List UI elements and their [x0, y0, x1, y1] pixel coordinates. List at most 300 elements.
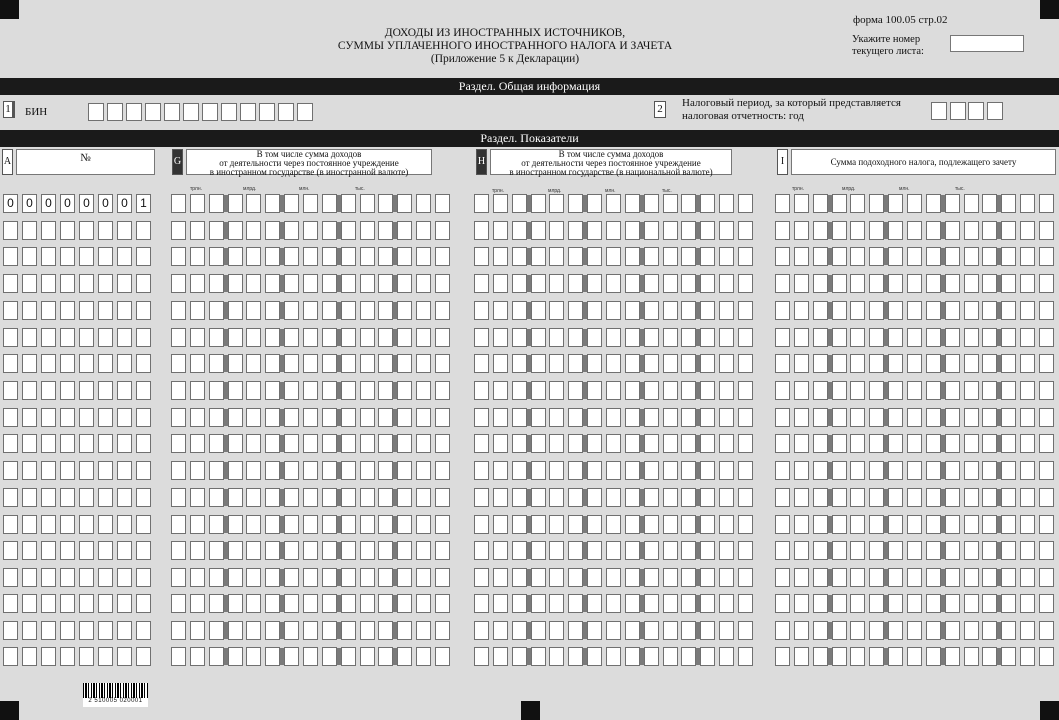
amount-h-cell[interactable]: [474, 354, 489, 373]
row-number-cell[interactable]: [3, 488, 18, 507]
amount-g-cell[interactable]: [397, 568, 412, 587]
amount-i-cell[interactable]: [926, 301, 941, 320]
amount-i-cell[interactable]: [850, 301, 865, 320]
amount-i-cell[interactable]: [775, 194, 790, 213]
row-number-cell[interactable]: [136, 247, 151, 266]
amount-g-cell[interactable]: [171, 354, 186, 373]
amount-h-cell[interactable]: [606, 568, 621, 587]
row-number-cell[interactable]: [117, 381, 132, 400]
amount-h-cell[interactable]: [606, 221, 621, 240]
row-number-cell[interactable]: [117, 461, 132, 480]
amount-i-cell[interactable]: [888, 621, 903, 640]
amount-h-cell[interactable]: [531, 647, 546, 666]
amount-g-cell[interactable]: [228, 381, 243, 400]
row-number-cell[interactable]: [136, 647, 151, 666]
amount-h-cell[interactable]: [681, 461, 696, 480]
amount-h-cell[interactable]: [719, 194, 734, 213]
amount-h-cell[interactable]: [738, 621, 753, 640]
amount-i-cell[interactable]: [1020, 194, 1035, 213]
row-number-cell[interactable]: [136, 408, 151, 427]
amount-i-cell[interactable]: [982, 647, 997, 666]
amount-h-cell[interactable]: [606, 247, 621, 266]
amount-h-cell[interactable]: [512, 381, 527, 400]
amount-g-cell[interactable]: [360, 221, 375, 240]
amount-g-cell[interactable]: [435, 247, 450, 266]
amount-g-cell[interactable]: [171, 515, 186, 534]
bin-digit-cell[interactable]: [145, 103, 161, 121]
amount-g-cell[interactable]: [360, 328, 375, 347]
amount-h-cell[interactable]: [587, 568, 602, 587]
row-number-cell[interactable]: [22, 621, 37, 640]
amount-i-cell[interactable]: [775, 274, 790, 293]
amount-i-cell[interactable]: [982, 594, 997, 613]
amount-i-cell[interactable]: [907, 647, 922, 666]
amount-i-cell[interactable]: [964, 328, 979, 347]
amount-h-cell[interactable]: [474, 221, 489, 240]
row-number-cell[interactable]: [41, 301, 56, 320]
amount-h-cell[interactable]: [681, 194, 696, 213]
amount-h-cell[interactable]: [606, 488, 621, 507]
bin-digit-cell[interactable]: [259, 103, 275, 121]
amount-i-cell[interactable]: [813, 647, 828, 666]
amount-i-cell[interactable]: [775, 515, 790, 534]
tax-year-digit-cell[interactable]: [931, 102, 947, 120]
amount-g-cell[interactable]: [378, 328, 393, 347]
amount-g-cell[interactable]: [171, 247, 186, 266]
amount-h-cell[interactable]: [568, 354, 583, 373]
row-number-cell[interactable]: [60, 408, 75, 427]
amount-i-cell[interactable]: [850, 461, 865, 480]
row-number-cell[interactable]: [98, 488, 113, 507]
amount-i-cell[interactable]: [1039, 354, 1054, 373]
row-number-cell[interactable]: [79, 247, 94, 266]
amount-g-cell[interactable]: [246, 488, 261, 507]
row-number-cell[interactable]: [22, 247, 37, 266]
amount-g-cell[interactable]: [416, 461, 431, 480]
amount-i-cell[interactable]: [964, 408, 979, 427]
amount-g-cell[interactable]: [171, 568, 186, 587]
amount-h-cell[interactable]: [512, 221, 527, 240]
amount-h-cell[interactable]: [700, 301, 715, 320]
amount-h-cell[interactable]: [700, 221, 715, 240]
amount-h-cell[interactable]: [493, 594, 508, 613]
amount-h-cell[interactable]: [719, 461, 734, 480]
amount-g-cell[interactable]: [303, 488, 318, 507]
row-number-cell[interactable]: [41, 434, 56, 453]
amount-i-cell[interactable]: [926, 568, 941, 587]
row-number-cell[interactable]: [41, 541, 56, 560]
amount-g-cell[interactable]: [284, 328, 299, 347]
amount-g-cell[interactable]: [435, 328, 450, 347]
amount-g-cell[interactable]: [265, 515, 280, 534]
amount-g-cell[interactable]: [284, 594, 299, 613]
amount-g-cell[interactable]: [303, 194, 318, 213]
amount-h-cell[interactable]: [719, 274, 734, 293]
amount-g-cell[interactable]: [190, 221, 205, 240]
amount-g-cell[interactable]: [171, 647, 186, 666]
amount-h-cell[interactable]: [531, 381, 546, 400]
amount-h-cell[interactable]: [738, 381, 753, 400]
row-number-cell[interactable]: [60, 568, 75, 587]
amount-g-cell[interactable]: [397, 221, 412, 240]
amount-g-cell[interactable]: [228, 194, 243, 213]
amount-h-cell[interactable]: [512, 568, 527, 587]
amount-h-cell[interactable]: [738, 541, 753, 560]
amount-h-cell[interactable]: [625, 461, 640, 480]
amount-i-cell[interactable]: [926, 408, 941, 427]
amount-g-cell[interactable]: [190, 381, 205, 400]
amount-i-cell[interactable]: [850, 647, 865, 666]
amount-i-cell[interactable]: [813, 381, 828, 400]
row-number-cell[interactable]: [3, 247, 18, 266]
amount-g-cell[interactable]: [228, 408, 243, 427]
amount-h-cell[interactable]: [663, 194, 678, 213]
amount-g-cell[interactable]: [360, 408, 375, 427]
amount-h-cell[interactable]: [663, 274, 678, 293]
amount-g-cell[interactable]: [265, 247, 280, 266]
bin-digit-cell[interactable]: [107, 103, 123, 121]
amount-g-cell[interactable]: [190, 594, 205, 613]
amount-g-cell[interactable]: [228, 221, 243, 240]
amount-h-cell[interactable]: [681, 515, 696, 534]
amount-h-cell[interactable]: [738, 354, 753, 373]
row-number-cell[interactable]: [41, 488, 56, 507]
bin-digit-cell[interactable]: [297, 103, 313, 121]
amount-h-cell[interactable]: [625, 301, 640, 320]
amount-h-cell[interactable]: [606, 461, 621, 480]
amount-i-cell[interactable]: [775, 461, 790, 480]
amount-i-cell[interactable]: [850, 434, 865, 453]
amount-h-cell[interactable]: [663, 594, 678, 613]
tax-year-digit-cell[interactable]: [950, 102, 966, 120]
amount-g-cell[interactable]: [171, 381, 186, 400]
amount-g-cell[interactable]: [171, 221, 186, 240]
amount-i-cell[interactable]: [907, 434, 922, 453]
amount-i-cell[interactable]: [1020, 408, 1035, 427]
amount-h-cell[interactable]: [700, 488, 715, 507]
amount-i-cell[interactable]: [926, 515, 941, 534]
row-number-cell[interactable]: [22, 221, 37, 240]
amount-g-cell[interactable]: [322, 274, 337, 293]
amount-i-cell[interactable]: [907, 488, 922, 507]
amount-h-cell[interactable]: [531, 301, 546, 320]
amount-i-cell[interactable]: [832, 194, 847, 213]
row-number-cell[interactable]: [98, 221, 113, 240]
amount-i-cell[interactable]: [945, 515, 960, 534]
amount-i-cell[interactable]: [907, 461, 922, 480]
row-number-cell[interactable]: [3, 541, 18, 560]
amount-g-cell[interactable]: [284, 434, 299, 453]
amount-h-cell[interactable]: [663, 541, 678, 560]
amount-g-cell[interactable]: [341, 594, 356, 613]
amount-g-cell[interactable]: [435, 221, 450, 240]
amount-h-cell[interactable]: [644, 328, 659, 347]
amount-h-cell[interactable]: [606, 408, 621, 427]
bin-digit-cell[interactable]: [240, 103, 256, 121]
amount-h-cell[interactable]: [512, 621, 527, 640]
amount-h-cell[interactable]: [663, 621, 678, 640]
amount-i-cell[interactable]: [945, 247, 960, 266]
amount-h-cell[interactable]: [663, 301, 678, 320]
row-number-cell[interactable]: [60, 221, 75, 240]
amount-i-cell[interactable]: [888, 354, 903, 373]
amount-g-cell[interactable]: [246, 515, 261, 534]
amount-h-cell[interactable]: [512, 194, 527, 213]
amount-g-cell[interactable]: [171, 461, 186, 480]
amount-h-cell[interactable]: [549, 568, 564, 587]
amount-i-cell[interactable]: [1020, 541, 1035, 560]
row-number-cell[interactable]: [3, 328, 18, 347]
row-number-cell[interactable]: [41, 328, 56, 347]
amount-g-cell[interactable]: [209, 354, 224, 373]
amount-i-cell[interactable]: [982, 381, 997, 400]
amount-g-cell[interactable]: [378, 621, 393, 640]
amount-h-cell[interactable]: [587, 221, 602, 240]
amount-i-cell[interactable]: [775, 568, 790, 587]
amount-i-cell[interactable]: [775, 647, 790, 666]
amount-g-cell[interactable]: [397, 647, 412, 666]
amount-g-cell[interactable]: [397, 274, 412, 293]
row-number-cell[interactable]: [3, 301, 18, 320]
row-number-cell[interactable]: [79, 515, 94, 534]
amount-h-cell[interactable]: [493, 647, 508, 666]
amount-i-cell[interactable]: [794, 274, 809, 293]
amount-h-cell[interactable]: [493, 247, 508, 266]
amount-i-cell[interactable]: [832, 301, 847, 320]
amount-h-cell[interactable]: [531, 568, 546, 587]
amount-h-cell[interactable]: [681, 301, 696, 320]
amount-h-cell[interactable]: [568, 434, 583, 453]
row-number-cell[interactable]: [117, 621, 132, 640]
row-number-cell[interactable]: [136, 274, 151, 293]
amount-i-cell[interactable]: [964, 194, 979, 213]
amount-g-cell[interactable]: [397, 247, 412, 266]
amount-g-cell[interactable]: [435, 381, 450, 400]
amount-i-cell[interactable]: [1039, 461, 1054, 480]
amount-g-cell[interactable]: [416, 354, 431, 373]
row-number-cell[interactable]: [22, 434, 37, 453]
row-number-cell[interactable]: [117, 301, 132, 320]
amount-i-cell[interactable]: [850, 621, 865, 640]
amount-h-cell[interactable]: [681, 274, 696, 293]
amount-g-cell[interactable]: [284, 274, 299, 293]
row-number-cell[interactable]: [98, 541, 113, 560]
amount-i-cell[interactable]: [982, 621, 997, 640]
amount-g-cell[interactable]: [171, 408, 186, 427]
amount-i-cell[interactable]: [1001, 247, 1016, 266]
amount-h-cell[interactable]: [549, 461, 564, 480]
row-number-cell[interactable]: 1: [136, 194, 151, 213]
amount-h-cell[interactable]: [493, 301, 508, 320]
amount-h-cell[interactable]: [625, 515, 640, 534]
amount-g-cell[interactable]: [360, 434, 375, 453]
amount-h-cell[interactable]: [681, 621, 696, 640]
amount-i-cell[interactable]: [964, 461, 979, 480]
amount-i-cell[interactable]: [1020, 354, 1035, 373]
amount-g-cell[interactable]: [246, 221, 261, 240]
amount-i-cell[interactable]: [813, 541, 828, 560]
amount-g-cell[interactable]: [360, 354, 375, 373]
amount-g-cell[interactable]: [303, 301, 318, 320]
amount-g-cell[interactable]: [378, 515, 393, 534]
amount-g-cell[interactable]: [378, 408, 393, 427]
row-number-cell[interactable]: [79, 647, 94, 666]
amount-i-cell[interactable]: [945, 408, 960, 427]
row-number-cell[interactable]: [79, 274, 94, 293]
amount-i-cell[interactable]: [813, 274, 828, 293]
row-number-cell[interactable]: [22, 461, 37, 480]
amount-g-cell[interactable]: [341, 194, 356, 213]
amount-i-cell[interactable]: [888, 568, 903, 587]
amount-h-cell[interactable]: [663, 328, 678, 347]
amount-i-cell[interactable]: [982, 354, 997, 373]
amount-h-cell[interactable]: [493, 488, 508, 507]
amount-g-cell[interactable]: [360, 568, 375, 587]
row-number-cell[interactable]: [136, 621, 151, 640]
amount-g-cell[interactable]: [322, 647, 337, 666]
amount-i-cell[interactable]: [1039, 488, 1054, 507]
amount-h-cell[interactable]: [568, 621, 583, 640]
amount-h-cell[interactable]: [493, 461, 508, 480]
row-number-cell[interactable]: [117, 434, 132, 453]
amount-h-cell[interactable]: [719, 647, 734, 666]
amount-h-cell[interactable]: [474, 647, 489, 666]
amount-i-cell[interactable]: [1020, 381, 1035, 400]
amount-h-cell[interactable]: [606, 301, 621, 320]
amount-h-cell[interactable]: [531, 434, 546, 453]
amount-i-cell[interactable]: [1039, 647, 1054, 666]
amount-h-cell[interactable]: [663, 434, 678, 453]
amount-i-cell[interactable]: [1001, 301, 1016, 320]
amount-g-cell[interactable]: [303, 541, 318, 560]
row-number-cell[interactable]: [3, 594, 18, 613]
amount-g-cell[interactable]: [284, 515, 299, 534]
amount-g-cell[interactable]: [209, 568, 224, 587]
amount-i-cell[interactable]: [926, 647, 941, 666]
amount-g-cell[interactable]: [190, 568, 205, 587]
tax-year-digit-cell[interactable]: [968, 102, 984, 120]
amount-h-cell[interactable]: [738, 434, 753, 453]
amount-i-cell[interactable]: [775, 621, 790, 640]
amount-i-cell[interactable]: [888, 221, 903, 240]
row-number-cell[interactable]: 0: [41, 194, 56, 213]
amount-i-cell[interactable]: [794, 301, 809, 320]
amount-i-cell[interactable]: [926, 194, 941, 213]
amount-h-cell[interactable]: [738, 301, 753, 320]
amount-i-cell[interactable]: [869, 621, 884, 640]
amount-i-cell[interactable]: [1020, 488, 1035, 507]
amount-h-cell[interactable]: [644, 568, 659, 587]
amount-i-cell[interactable]: [1039, 541, 1054, 560]
amount-i-cell[interactable]: [1001, 194, 1016, 213]
amount-g-cell[interactable]: [190, 621, 205, 640]
amount-i-cell[interactable]: [1020, 221, 1035, 240]
amount-g-cell[interactable]: [190, 274, 205, 293]
amount-g-cell[interactable]: [228, 434, 243, 453]
amount-i-cell[interactable]: [832, 621, 847, 640]
bin-digit-cell[interactable]: [183, 103, 199, 121]
amount-i-cell[interactable]: [813, 461, 828, 480]
amount-g-cell[interactable]: [322, 621, 337, 640]
amount-g-cell[interactable]: [209, 461, 224, 480]
amount-i-cell[interactable]: [926, 434, 941, 453]
amount-i-cell[interactable]: [964, 621, 979, 640]
amount-i-cell[interactable]: [832, 274, 847, 293]
amount-h-cell[interactable]: [512, 274, 527, 293]
amount-h-cell[interactable]: [606, 381, 621, 400]
amount-i-cell[interactable]: [794, 247, 809, 266]
amount-i-cell[interactable]: [907, 194, 922, 213]
amount-h-cell[interactable]: [493, 354, 508, 373]
amount-h-cell[interactable]: [474, 515, 489, 534]
amount-i-cell[interactable]: [1020, 434, 1035, 453]
amount-i-cell[interactable]: [945, 301, 960, 320]
amount-h-cell[interactable]: [700, 328, 715, 347]
amount-i-cell[interactable]: [832, 221, 847, 240]
row-number-cell[interactable]: [3, 354, 18, 373]
amount-i-cell[interactable]: [850, 194, 865, 213]
row-number-cell[interactable]: [117, 221, 132, 240]
amount-h-cell[interactable]: [549, 354, 564, 373]
amount-i-cell[interactable]: [775, 434, 790, 453]
amount-h-cell[interactable]: [493, 381, 508, 400]
row-number-cell[interactable]: [79, 594, 94, 613]
row-number-cell[interactable]: [98, 274, 113, 293]
amount-i-cell[interactable]: [907, 515, 922, 534]
amount-i-cell[interactable]: [1020, 568, 1035, 587]
row-number-cell[interactable]: [136, 568, 151, 587]
row-number-cell[interactable]: [117, 541, 132, 560]
amount-h-cell[interactable]: [663, 488, 678, 507]
amount-g-cell[interactable]: [416, 381, 431, 400]
amount-g-cell[interactable]: [228, 621, 243, 640]
amount-g-cell[interactable]: [171, 274, 186, 293]
amount-g-cell[interactable]: [322, 328, 337, 347]
amount-g-cell[interactable]: [303, 221, 318, 240]
amount-g-cell[interactable]: [228, 515, 243, 534]
amount-i-cell[interactable]: [850, 328, 865, 347]
amount-h-cell[interactable]: [663, 408, 678, 427]
amount-g-cell[interactable]: [435, 647, 450, 666]
amount-g-cell[interactable]: [246, 541, 261, 560]
amount-h-cell[interactable]: [512, 247, 527, 266]
amount-g-cell[interactable]: [246, 328, 261, 347]
amount-h-cell[interactable]: [700, 354, 715, 373]
amount-i-cell[interactable]: [794, 328, 809, 347]
amount-g-cell[interactable]: [322, 488, 337, 507]
amount-i-cell[interactable]: [850, 354, 865, 373]
amount-g-cell[interactable]: [246, 461, 261, 480]
row-number-cell[interactable]: 0: [98, 194, 113, 213]
amount-i-cell[interactable]: [907, 221, 922, 240]
row-number-cell[interactable]: [79, 461, 94, 480]
amount-h-cell[interactable]: [681, 247, 696, 266]
amount-i-cell[interactable]: [850, 594, 865, 613]
amount-g-cell[interactable]: [397, 381, 412, 400]
amount-h-cell[interactable]: [644, 194, 659, 213]
amount-i-cell[interactable]: [1020, 594, 1035, 613]
amount-h-cell[interactable]: [681, 221, 696, 240]
amount-h-cell[interactable]: [531, 328, 546, 347]
amount-g-cell[interactable]: [341, 354, 356, 373]
amount-h-cell[interactable]: [738, 247, 753, 266]
amount-i-cell[interactable]: [869, 568, 884, 587]
amount-g-cell[interactable]: [284, 247, 299, 266]
amount-i-cell[interactable]: [964, 247, 979, 266]
amount-h-cell[interactable]: [719, 301, 734, 320]
amount-g-cell[interactable]: [228, 594, 243, 613]
amount-i-cell[interactable]: [888, 515, 903, 534]
